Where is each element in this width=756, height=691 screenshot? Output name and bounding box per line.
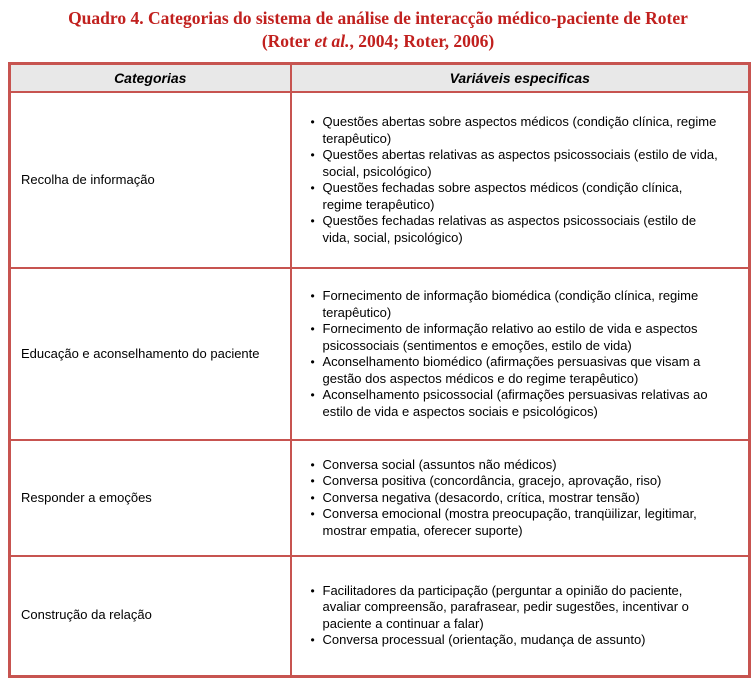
bullet-item: • Aconselhamento psicossocial (afirmações persuasivas relativas ao estilo de vida e aspectos sociais e psicológicos) — [310, 387, 723, 420]
bullet-item: • Fornecimento de informação biomédica (condição clínica, regime terapêutico) — [310, 288, 723, 321]
bullet-item: • Questões abertas relativas as aspectos psicossociais (estilo de vida, social, psicológico) — [310, 147, 723, 180]
variables-cell — [291, 92, 750, 268]
bullet-item: • Fornecimento de informação relativo ao estilo de vida e aspectos psicossociais (sentimentos e emoções, estilo de vida) — [310, 321, 723, 354]
variables-cell — [291, 268, 750, 440]
bullet-list — [310, 114, 723, 246]
roter-categories-table — [8, 62, 751, 678]
table-row-educacao-aconselhamento — [10, 268, 750, 440]
bullet-list — [310, 457, 723, 540]
column-header-variaveis: Variáveis especificas — [291, 64, 750, 93]
bullet-item: • Facilitadores da participação (perguntar a opinião do paciente, avaliar compreensão, parafrasear, pedir sugestões, incentivar o paciente a continuar a falar) — [310, 583, 723, 633]
variables-cell — [291, 556, 750, 676]
category-cell: Construção da relação — [10, 556, 291, 676]
bullet-item: • Aconselhamento biomédico (afirmações persuasivas que visam a gestão dos aspectos médicos e do regime terapêutico) — [310, 354, 723, 387]
category-cell: Responder a emoções — [10, 440, 291, 556]
bullet-item: • Conversa social (assuntos não médicos) — [310, 457, 723, 474]
bullet-item: • Conversa emocional (mostra preocupação, tranqüilizar, legitimar, mostrar empatia, oferecer suporte) — [310, 506, 723, 539]
category-cell: Recolha de informação — [10, 92, 291, 268]
title-line1: Quadro 4. Categorias do sistema de análise de interacção médico-paciente de Roter — [68, 8, 688, 28]
table-row-recolha-informacao — [10, 92, 750, 268]
bullet-item: • Questões abertas sobre aspectos médicos (condição clínica, regime terapêutico) — [310, 114, 723, 147]
bullet-item: • Questões fechadas sobre aspectos médicos (condição clínica, regime terapêutico) — [310, 180, 723, 213]
bullet-list — [310, 288, 723, 420]
bullet-item: • Questões fechadas relativas as aspectos psicossociais (estilo de vida, social, psicológico) — [310, 213, 723, 246]
bullet-item: • Conversa processual (orientação, mudança de assunto) — [310, 632, 723, 649]
title-citation-etal: et al. — [314, 31, 350, 52]
category-cell: Educação e aconselhamento do paciente — [10, 268, 291, 440]
title-citation-post: , 2004; Roter, 2006) — [349, 31, 495, 52]
column-header-categorias: Categorias — [10, 64, 291, 93]
table-title — [8, 7, 748, 53]
title-citation-pre: (Roter — [261, 31, 315, 52]
bullet-list — [310, 583, 723, 649]
variables-cell — [291, 440, 750, 556]
table-row-construcao-relacao — [10, 556, 750, 676]
bullet-item: • Conversa positiva (concordância, gracejo, aprovação, riso) — [310, 473, 723, 490]
title-line2 — [262, 31, 494, 51]
bullet-item: • Conversa negativa (desacordo, crítica, mostrar tensão) — [310, 490, 723, 507]
table-header-row — [10, 64, 750, 93]
table-row-responder-emocoes — [10, 440, 750, 556]
